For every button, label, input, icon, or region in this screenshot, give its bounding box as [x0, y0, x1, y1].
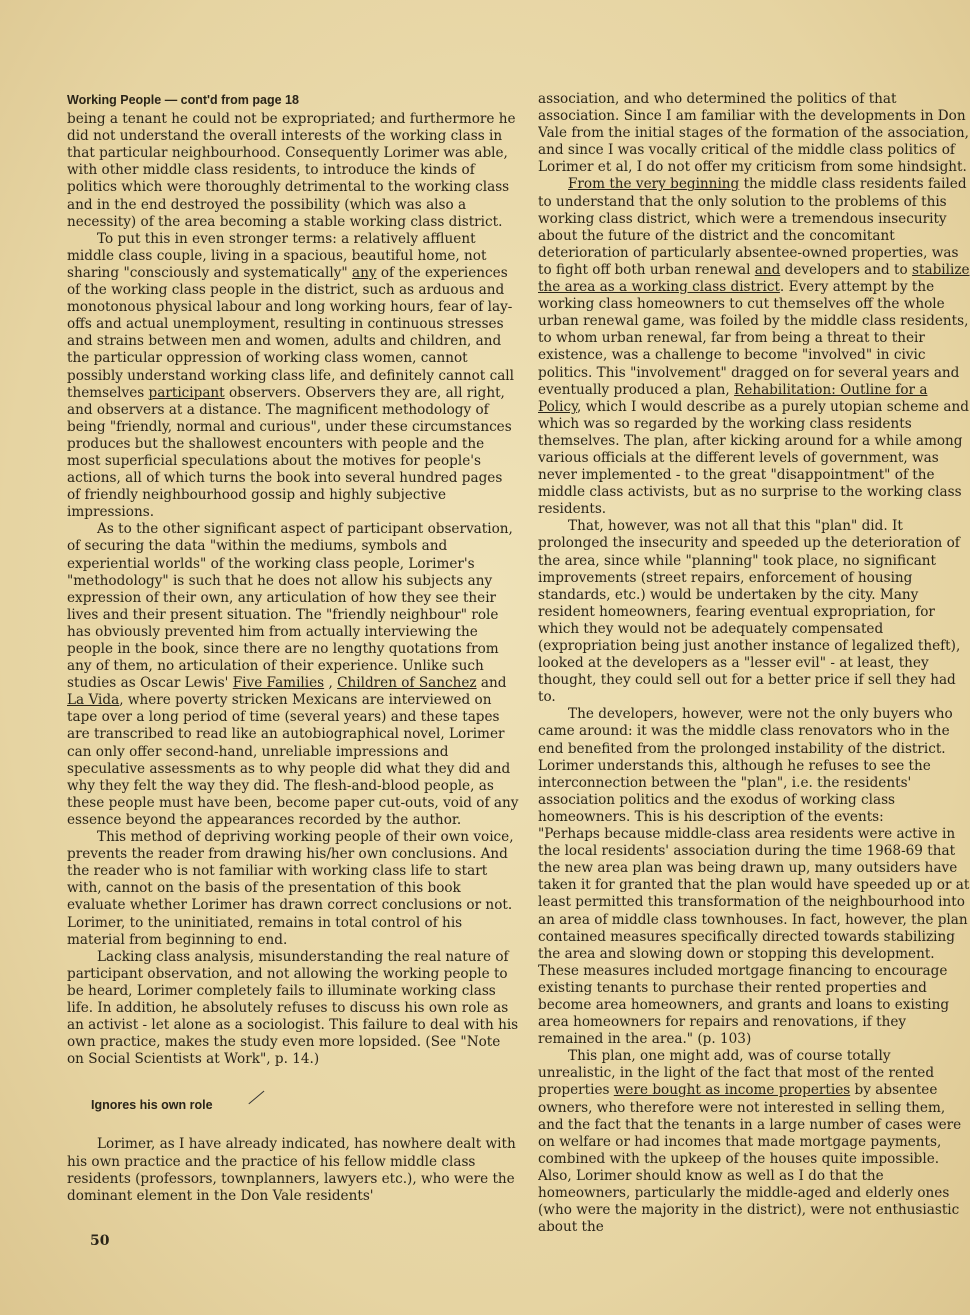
- running-head: Working People — cont'd from page 18: [67, 93, 299, 107]
- left-column: [67, 92, 519, 1205]
- paragraph: The developers, however, were not the only buyers who came around: it was the middle class renovators who in the end benefited from the prolonged instability of the district. Lorimer understands this, although he refuses to see the interconnection between the "plan", i.e. the residents' association politics and the exodus of working class homeowners. This is his description of the events:: [538, 706, 953, 825]
- paragraph: association, and who determined the politics of that association. Since I am familiar with the developments in Don Vale from the initial stages of the formation of the association, and since I was vocally critical of the middle class politics of Lorimer et al, I do not offer my criticism from some hindsight.: [538, 91, 969, 176]
- paragraph: From the very beginning the middle class residents failed to understand that the only solution to the problems of this working class district, which were a tremendous insecurity about the future of the district and the concomitant deterioration of particularly absentee-owned properties, was to fight off both urban renewal and developers and to stabilize the area as a working class district. Every attempt by the working class homeowners to cut themselves off the whole urban renewal game, was foiled by the middle class residents, to whom urban renewal, far from being a threat to their existence, was a challenge to become "involved" in civic politics. This "involvement" dragged on for several years and eventually produced a plan, Rehabilitation: Outline for a Policy, which I would describe as a purely utopian scheme and which was so regarded by the working class residents themselves. The plan, after kicking around for a while among various officials at the different levels of government, was never implemented - to the great "disappointment" of the middle class activists, but as no surprise to the working class residents.: [538, 176, 970, 518]
- paragraph: As to the other significant aspect of participant observation, of securing the data "within the mediums, symbols and experiential worlds" of the working class people, Lorimer's "methodology" is such that he does not allow his subjects any expression of their own, any articulation of how they see their lives and their present situation. The "friendly neighbour" role has obviously prevented him from actually interviewing the people in the book, since there are no lengthy quotations from any of them, no articulation of their experience. Unlike such studies as Oscar Lewis' Five Families , Children of Sanchez and La Vida, where poverty stricken Mexicans are interviewed on tape over a long period of time (several years) and these tapes are transcribed to read like an autobiographical novel, Lorimer can only offer second-hand, unreliable impressions and speculative assessments as to why people did what they did and why they felt the way they did. The flesh-and-blood people, as these people must have been, become paper cut-outs, void of any essence beyond the appearances recorded by the author.: [67, 521, 519, 828]
- pen-mark: [248, 1091, 274, 1117]
- section-subhead: Ignores his own role: [91, 1092, 519, 1114]
- right-column: [538, 91, 970, 1236]
- paragraph: This plan, one might add, was of course totally unrealistic, in the light of the fact that most of the rented properties were bought as income properties by absentee owners, who therefore were not interested in selling them, and the fact that the tenants in a large number of cases were on welfare or had incomes that made mortgage payments, combined with the upkeep of the houses quite impossible. Also, Lorimer should know as well as I do that the homeowners, particularly the middle-aged and elderly ones (who were the majority in the district), were not enthusiastic about the: [538, 1048, 962, 1236]
- page-number: 50: [90, 1233, 110, 1249]
- paragraph: That, however, was not all that this "plan" did. It prolonged the insecurity and speeded up the deterioration of the area, since while "planning" took place, no significant improvements (street repairs, enforcement of housing standards, etc.) would be undertaken by the city. Many resident homeowners, fearing eventual expropriation, for which they would not be adequately compensated (expropriation being just another instance of legalized theft), looked at the developers as a "lesser evil" - at least, they thought, they could sell out for a better price if sell they had to.: [538, 518, 961, 706]
- paragraph: This method of depriving working people of their own voice, prevents the reader from drawing his/her own conclusions. And the reader who is not familiar with working class life to start with, cannot on the basis of the presentation of this book evaluate whether Lorimer has drawn correct conclusions or not. Lorimer, to the uninitiated, remains in total control of his material from beginning to end.: [67, 829, 514, 948]
- paragraph: Lacking class analysis, misunderstanding the real nature of participant observation, and not allowing the working people to be heard, Lorimer completely fails to illuminate working class life. In addition, he absolutely refuses to discuss his own role as an activist - let alone as a sociologist. This failure to deal with his own practice, makes the study even more lopsided. (See "Note on Social Scientists at Work", p. 14.): [67, 948, 519, 1068]
- paragraph: being a tenant he could not be expropriated; and furthermore he did not understand the overall interests of the working class in that particular neighbourhood. Consequently Lorimer was able, with other middle class residents, to introduce the kinds of politics which were thoroughly detrimental to the working class and in the end destroyed the possibility (which was also a necessity) of the area becoming a stable working class district.: [67, 111, 516, 230]
- paragraph: Lorimer, as I have already indicated, has nowhere dealt with his own practice and the practice of his fellow middle class residents (professors, townplanners, lawyers etc.), who were the dominant element in the Don Vale residents': [67, 1136, 516, 1204]
- paragraph: To put this in even stronger terms: a relatively affluent middle class couple, living in a spacious, beautiful home, not sharing "consciously and systematically" any of the experiences of the working class people in the district, such as arduous and monotonous physical labour and long working hours, fear of lay-offs and actual unemployment, resulting in continuous stresses and strains between men and women, adults and children, and the particular oppression of working class women, cannot possibly understand working class life, and definitely cannot call themselves participant observers. Observers they are, all right, and observers at a distance. The magnificent methodology of being "friendly, normal and curious", under these circumstances produces but the shallowest encounters with people and the most superficial speculations about the motives for people's actions, all of which turns the book into several hundred pages of friendly neighbourhood gossip and highly subjective impressions.: [67, 230, 515, 521]
- block-quote: "Perhaps because middle-class area residents were active in the local residents' association during the time 1968-69 that the new area plan was being drawn up, many outsiders have taken it for granted that the plan would have speeded up or at least permitted this transformation of the neighbourhood into an area of middle class townhouses. In fact, however, the plan contained measures specifically directed towards stabilizing the area and slowing down or stopping this development. These measures included mortgage financing to encourage existing tenants to purchase their rented properties and become area homeowners, and grants and loans to existing area homeowners for repairs and renovations, if they remained in the area." (p. 103): [538, 826, 970, 1048]
